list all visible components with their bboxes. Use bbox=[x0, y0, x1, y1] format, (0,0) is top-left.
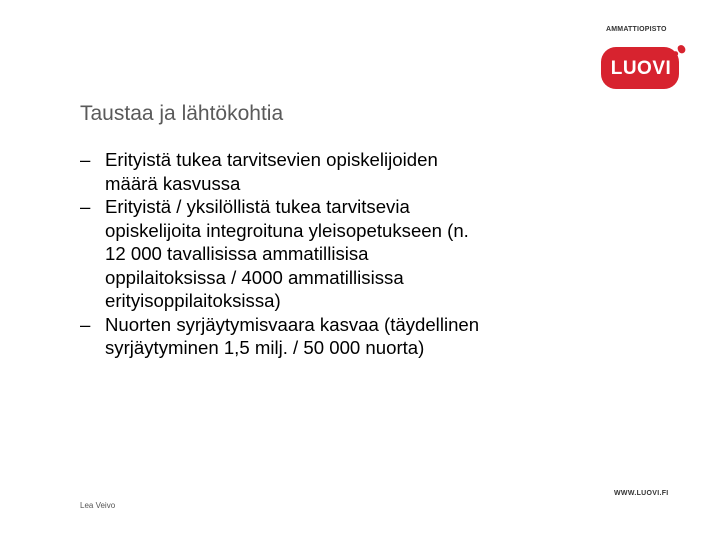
bullet-line: Erityistä tukea tarvitsevien opiskelijoiden bbox=[105, 149, 438, 170]
luovi-logo bbox=[598, 26, 690, 98]
bullet-line: määrä kasvussa bbox=[105, 172, 241, 194]
footer-author: Lea Veivo bbox=[80, 501, 116, 510]
bullet-dash: – bbox=[80, 196, 91, 217]
slide-title: Taustaa ja lähtökohtia bbox=[80, 102, 284, 125]
bullet-line: erityisoppilaitoksissa) bbox=[105, 290, 281, 311]
bullet-line: Erityistä / yksilöllistä tukea tarvitsevia bbox=[105, 196, 410, 217]
bullet-list bbox=[80, 148, 640, 360]
bullet-line: syrjäytyminen 1,5 milj. / 50 000 nuorta) bbox=[105, 337, 425, 358]
bullet-line: 12 000 tavallisissa ammatillisisa bbox=[105, 243, 369, 264]
bullet-dash: – bbox=[80, 313, 91, 335]
bullet-item bbox=[80, 148, 640, 195]
bullet-line: opiskelijoita integroituna yleisopetukseen (n. bbox=[105, 219, 469, 241]
logo-tagline: AMMATTIOPISTO bbox=[606, 26, 667, 33]
bullet-dash: – bbox=[80, 149, 91, 170]
bullet-line: oppilaitoksissa / 4000 ammatillisissa bbox=[105, 266, 404, 288]
footer-website: WWW.LUOVI.FI bbox=[614, 490, 669, 497]
bullet-item bbox=[80, 195, 640, 313]
bullet-line: Nuorten syrjäytymisvaara kasvaa (täydellinen bbox=[105, 313, 480, 335]
logo-wordmark: LUOVI bbox=[610, 58, 672, 79]
logo-badge bbox=[600, 44, 688, 92]
bullet-item bbox=[80, 313, 640, 360]
